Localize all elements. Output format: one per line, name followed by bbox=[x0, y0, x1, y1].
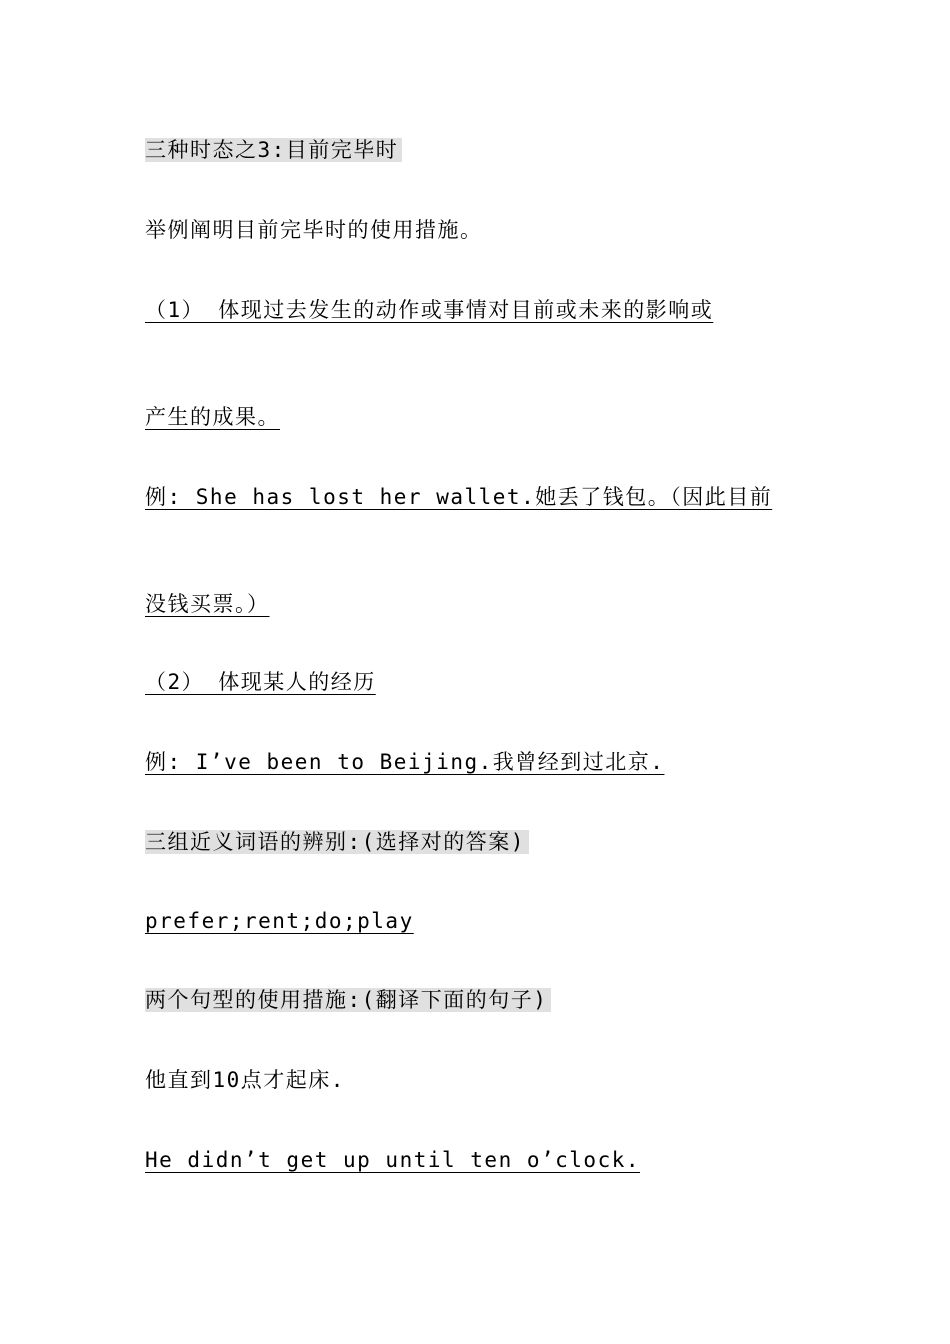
point1-line2 bbox=[145, 403, 280, 431]
point1-line1 bbox=[145, 296, 713, 324]
synonym-words bbox=[145, 907, 414, 935]
example1-line2-text: 没钱买票。） bbox=[145, 592, 270, 616]
example2 bbox=[145, 748, 664, 776]
chinese-sentence: 他直到10点才起床. bbox=[145, 1068, 345, 1092]
heading-patterns-text: 两个句型的使用措施:(翻译下面的句子) bbox=[145, 988, 551, 1012]
english-translation bbox=[145, 1146, 640, 1174]
example1-line2 bbox=[145, 590, 270, 618]
synonym-words-text: prefer;rent;do;play bbox=[145, 909, 414, 933]
point1-line1-text: （1） 体现过去发生的动作或事情对目前或未来的影响或 bbox=[145, 298, 714, 322]
example2-text: 例: I’ve been to Beijing.我曾经到过北京. bbox=[145, 750, 665, 774]
example1-line1 bbox=[145, 483, 772, 511]
heading-patterns bbox=[145, 986, 551, 1014]
heading-synonyms bbox=[145, 828, 529, 856]
english-translation-text: He didn’t get up until ten o’clock. bbox=[145, 1148, 641, 1172]
point1-line2-text: 产生的成果。 bbox=[145, 405, 280, 429]
example1-line1-text: 例: She has lost her wallet.她丢了钱包。（因此目前 bbox=[145, 485, 773, 509]
heading-present-perfect-text: 三种时态之3:目前完毕时 bbox=[145, 138, 402, 162]
heading-present-perfect bbox=[145, 136, 402, 164]
point2 bbox=[145, 668, 376, 696]
heading-synonyms-text: 三组近义词语的辨别:(选择对的答案) bbox=[145, 830, 529, 854]
instruction-text: 举例阐明目前完毕时的使用措施。 bbox=[145, 218, 483, 242]
point2-text: （2） 体现某人的经历 bbox=[145, 670, 376, 694]
